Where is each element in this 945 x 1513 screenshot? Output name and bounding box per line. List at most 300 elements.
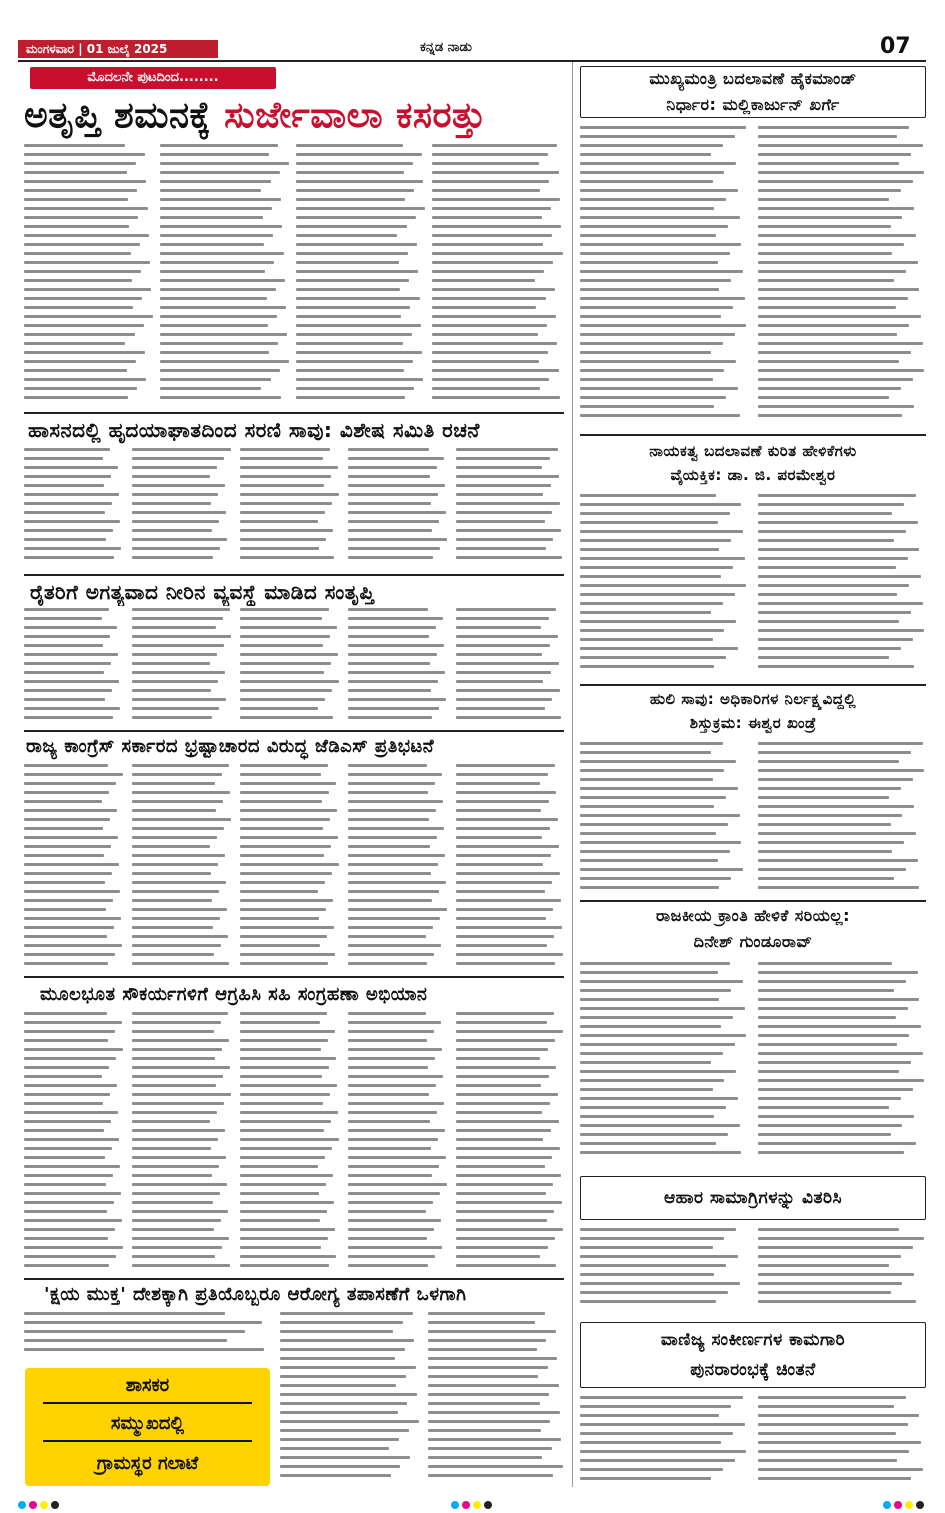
- body-text-line: [758, 1228, 899, 1231]
- body-text-line: [580, 769, 724, 772]
- masthead: [0, 0, 945, 60]
- body-text-line: [456, 547, 546, 550]
- body-text-line: [348, 818, 429, 821]
- cyan-dot: [883, 1501, 891, 1509]
- magenta-dot: [29, 1501, 37, 1509]
- body-text-line: [456, 484, 551, 487]
- body-text-line: [132, 1129, 225, 1132]
- body-text-line: [456, 716, 561, 719]
- body-text-line: [580, 1142, 716, 1145]
- body-text-line: [580, 1441, 721, 1444]
- farmers-body-col3: [240, 608, 340, 726]
- farmers-headline[interactable]: ರೈತರಿಗೆ ಅಗತ್ಯವಾದ ನೀರಿನ ವ್ಯವಸ್ಥೆ ಮಾಡಿದ ಸಂತೃಪ್ತಿ: [30, 580, 375, 604]
- body-text-line: [456, 608, 556, 611]
- body-text-line: [24, 926, 114, 929]
- body-text-line: [758, 638, 913, 641]
- body-text-line: [24, 225, 129, 228]
- body-text-line: [132, 926, 213, 929]
- body-text-line: [240, 671, 324, 674]
- body-text-line: [132, 1255, 215, 1258]
- body-text-line: [296, 189, 414, 192]
- body-text-line: [348, 926, 433, 929]
- body-text-line: [240, 680, 339, 683]
- signature-body-col2: [132, 1012, 232, 1274]
- body-text-line: [296, 387, 414, 390]
- body-text-line: [456, 953, 563, 956]
- body-text-line: [428, 1411, 560, 1414]
- body-text-line: [348, 1192, 440, 1195]
- body-text-line: [580, 198, 726, 201]
- body-text-line: [132, 1183, 227, 1186]
- body-text-line: [160, 306, 286, 309]
- body-text-line: [456, 1021, 547, 1024]
- body-text-line: [348, 1129, 445, 1132]
- body-text-line: [24, 863, 119, 866]
- body-text-line: [758, 584, 909, 587]
- body-text-line: [758, 261, 918, 264]
- cm-headline-line1[interactable]: ಮುಖ್ಯಮಂತ್ರಿ ಬದಲಾವಣೆ ಹೈಕಮಾಂಡ್: [649, 69, 857, 88]
- body-text-line: [296, 351, 422, 354]
- body-text-line: [348, 845, 430, 848]
- body-text-line: [758, 216, 902, 219]
- body-text-line: [758, 868, 906, 871]
- body-text-line: [348, 1030, 434, 1033]
- body-text-line: [580, 760, 736, 763]
- body-text-line: [280, 1429, 409, 1432]
- body-text-line: [456, 1264, 556, 1267]
- body-text-line: [456, 908, 553, 911]
- dinesh-headline-line2[interactable]: ದಿನೇಶ್ ಗುಂಡೂರಾವ್: [693, 932, 813, 951]
- body-text-line: [348, 1066, 428, 1069]
- body-text-line: [432, 189, 540, 192]
- body-text-line: [348, 698, 446, 701]
- body-text-line: [758, 1423, 908, 1426]
- body-text-line: [240, 511, 325, 514]
- body-text-line: [456, 1174, 561, 1177]
- parameshwar-headline-line1[interactable]: ನಾಯಕತ್ವ ಬದಲಾವಣೆ ಕುರಿತ ಹೇಳಿಕೆಗಳು: [649, 442, 857, 460]
- body-text-line: [758, 180, 913, 183]
- body-text-line: [580, 796, 726, 799]
- body-text-line: [432, 243, 543, 246]
- body-text-line: [456, 1012, 554, 1015]
- body-text-line: [24, 1039, 108, 1042]
- body-text-line: [758, 1414, 919, 1417]
- complex-headline-line1[interactable]: ವಾಣಿಜ್ಯ ಸಂಕೀರ್ಣಗಳ ಕಾಮಗಾರಿ: [660, 1330, 846, 1350]
- body-text-line: [758, 1432, 896, 1435]
- body-text-line: [758, 859, 918, 862]
- body-text-line: [24, 162, 136, 165]
- tiger-headline-line1[interactable]: ಹುಲಿ ಸಾವು: ಅಧಿಕಾರಿಗಳ ನಿರ್ಲಕ್ಷ್ಯವಿದ್ದಲ್ಲಿ: [649, 690, 857, 708]
- body-text-line: [348, 466, 437, 469]
- tb-headline[interactable]: 'ಕ್ಷಯ ಮುಕ್ತ' ದೇಶಕ್ಕಾಗಿ ಪ್ರತಿಯೊಬ್ಬರೂ ಆರೋಗ್ಯ ತಪಾಸಣೆಗೆ ಒಳಗಾಗಿ: [44, 1284, 467, 1305]
- body-text-line: [758, 751, 911, 754]
- body-text-line: [348, 1039, 427, 1042]
- body-text-line: [758, 360, 899, 363]
- body-text-line: [296, 315, 401, 318]
- body-text-line: [348, 1237, 427, 1240]
- body-text-line: [758, 1264, 889, 1267]
- body-text-line: [24, 1219, 122, 1222]
- body-text-line: [24, 387, 137, 390]
- body-text-line: [240, 1228, 335, 1231]
- body-text-line: [296, 252, 408, 255]
- body-text-line: [580, 333, 735, 336]
- body-text-line: [240, 475, 331, 478]
- boxout-line3: ಗ್ರಾಮಸ್ಥರ ಗಲಾಟೆ: [96, 1453, 199, 1474]
- body-text-line: [432, 270, 544, 273]
- body-text-line: [24, 1075, 102, 1078]
- body-text-line: [580, 216, 740, 219]
- body-text-line: [296, 396, 405, 399]
- body-text-line: [348, 538, 447, 541]
- cm-body-col2: [758, 126, 926, 430]
- body-text-line: [348, 502, 431, 505]
- body-text-line: [758, 778, 913, 781]
- body-text-line: [580, 1151, 741, 1154]
- body-text-line: [160, 216, 263, 219]
- hassan-headline[interactable]: ಹಾಸನದಲ್ಲಿ ಹೃದಯಾಘಾತದಿಂದ ಸರಣಿ ಸಾವು: ವಿಶೇಷ ಸಮಿತಿ ರಚನೆ: [28, 418, 480, 442]
- body-text-line: [132, 764, 229, 767]
- body-text-line: [580, 1061, 711, 1064]
- body-text-line: [348, 827, 444, 830]
- body-text-line: [132, 484, 225, 487]
- body-text-line: [580, 1228, 736, 1231]
- body-text-line: [432, 342, 557, 345]
- body-text-line: [456, 791, 556, 794]
- body-text-line: [132, 908, 227, 911]
- body-text-line: [160, 324, 268, 327]
- body-text-line: [240, 1147, 332, 1150]
- body-text-line: [132, 827, 224, 830]
- body-text-line: [456, 1147, 560, 1150]
- body-text-line: [428, 1330, 556, 1333]
- body-text-line: [160, 333, 287, 336]
- yellow-dot: [473, 1501, 481, 1509]
- body-text-line: [24, 351, 145, 354]
- body-text-line: [240, 899, 333, 902]
- body-text-line: [348, 899, 432, 902]
- body-text-line: [24, 306, 133, 309]
- body-text-line: [432, 261, 553, 264]
- body-text-line: [24, 1057, 116, 1060]
- body-text-line: [24, 935, 107, 938]
- body-text-line: [580, 989, 731, 992]
- body-text-line: [348, 791, 428, 794]
- body-text-line: [132, 671, 225, 674]
- body-text-line: [456, 529, 561, 532]
- body-text-line: [132, 890, 219, 893]
- body-text-line: [24, 1138, 119, 1141]
- body-text-line: [24, 716, 113, 719]
- body-text-line: [456, 854, 551, 857]
- body-text-line: [240, 529, 333, 532]
- body-text-line: [240, 493, 339, 496]
- tiger-headline-line2[interactable]: ಶಿಸ್ತುಕ್ರಮ: ಈಶ್ವರ ಖಂಡ್ರೆ: [689, 714, 817, 732]
- body-text-line: [160, 396, 281, 399]
- body-text-line: [24, 538, 106, 541]
- body-text-line: [580, 297, 745, 300]
- body-text-line: [296, 198, 405, 201]
- body-text-line: [160, 288, 276, 291]
- body-text-line: [580, 814, 740, 817]
- lead-headline[interactable]: [24, 92, 486, 140]
- body-text-line: [160, 153, 269, 156]
- body-text-line: [456, 1120, 559, 1123]
- body-text-line: [580, 859, 718, 862]
- body-text-line: [758, 1450, 909, 1453]
- rule: [24, 574, 564, 576]
- body-text-line: [132, 1210, 228, 1213]
- body-text-line: [428, 1312, 545, 1315]
- body-text-line: [456, 917, 546, 920]
- body-text-line: [240, 1156, 325, 1159]
- boxout-divider: [43, 1402, 252, 1404]
- body-text-line: [24, 662, 111, 665]
- body-text-line: [580, 557, 745, 560]
- body-text-line: [456, 845, 559, 848]
- body-text-line: [160, 180, 271, 183]
- body-text-line: [758, 841, 904, 844]
- body-text-line: [580, 270, 743, 273]
- body-text-line: [160, 342, 278, 345]
- body-text-line: [580, 396, 726, 399]
- body-text-line: [456, 689, 560, 692]
- body-text-line: [240, 1210, 327, 1213]
- body-text-line: [24, 1129, 104, 1132]
- body-text-line: [348, 493, 438, 496]
- body-text-line: [758, 1273, 914, 1276]
- body-text-line: [240, 800, 322, 803]
- body-text-line: [24, 1156, 105, 1159]
- lead-headline-part2: ಸುರ್ಜೇವಾಲಾ ಕಸರತ್ತು: [224, 95, 487, 136]
- body-text-line: [296, 234, 397, 237]
- body-text-line: [758, 769, 924, 772]
- body-text-line: [132, 1030, 214, 1033]
- body-text-line: [296, 261, 399, 264]
- body-text-line: [296, 180, 423, 183]
- body-text-line: [758, 503, 904, 506]
- registration-dots-left: [18, 1494, 62, 1504]
- body-text-line: [280, 1474, 391, 1477]
- body-text-line: [432, 333, 538, 336]
- jds-body-col1: [24, 764, 124, 972]
- body-text-line: [428, 1348, 537, 1351]
- body-text-line: [24, 845, 111, 848]
- body-text-line: [132, 1039, 229, 1042]
- body-text-line: [280, 1447, 389, 1450]
- body-text-line: [428, 1402, 540, 1405]
- body-text-line: [24, 944, 122, 947]
- body-text-line: [160, 378, 271, 381]
- jds-body-col4: [348, 764, 448, 972]
- body-text-line: [456, 1093, 558, 1096]
- body-text-line: [758, 153, 911, 156]
- body-text-line: [456, 1102, 550, 1105]
- body-text-line: [240, 791, 329, 794]
- body-text-line: [580, 405, 714, 408]
- body-text-line: [240, 854, 324, 857]
- body-text-line: [758, 521, 918, 524]
- body-text-line: [240, 635, 330, 638]
- body-text-line: [280, 1384, 396, 1387]
- body-text-line: [432, 378, 549, 381]
- body-text-line: [160, 297, 267, 300]
- body-text-line: [24, 511, 105, 514]
- body-text-line: [580, 841, 741, 844]
- body-text-line: [240, 653, 338, 656]
- body-text-line: [348, 836, 437, 839]
- body-text-line: [758, 144, 923, 147]
- body-text-line: [160, 207, 272, 210]
- parameshwar-headline-line2[interactable]: ವೈಯಕ್ತಿಕ: ಡಾ. ಜಿ. ಪರಮೇಶ್ವರ: [670, 466, 836, 484]
- body-text-line: [758, 593, 897, 596]
- boxout-gram-sabha[interactable]: [25, 1368, 270, 1486]
- dinesh-headline-line1[interactable]: ರಾಜಕೀಯ ಕ್ರಾಂತಿ ಹೇಳಿಕೆ ಸರಿಯಲ್ಲ:: [655, 906, 851, 925]
- body-text-line: [24, 466, 118, 469]
- body-text-line: [432, 252, 563, 255]
- food-body-col1: [580, 1228, 748, 1316]
- body-text-line: [160, 315, 277, 318]
- body-text-line: [456, 448, 558, 451]
- signature-body-col4: [348, 1012, 448, 1274]
- body-text-line: [432, 171, 559, 174]
- cm-body-col1: [580, 126, 748, 430]
- body-text-line: [132, 791, 230, 794]
- body-text-line: [456, 1057, 540, 1060]
- body-text-line: [456, 680, 543, 683]
- body-text-line: [24, 493, 119, 496]
- body-text-line: [758, 342, 923, 345]
- body-text-line: [348, 1210, 426, 1213]
- body-text-line: [24, 782, 116, 785]
- lead-body-col3: [296, 144, 426, 408]
- body-text-line: [758, 405, 914, 408]
- body-text-line: [580, 1450, 746, 1453]
- body-text-line: [240, 1111, 338, 1114]
- hassan-body-col3: [240, 448, 340, 570]
- body-text-line: [24, 653, 118, 656]
- body-text-line: [580, 656, 726, 659]
- body-text-line: [24, 908, 106, 911]
- food-headline[interactable]: ಆಹಾರ ಸಾಮಾಗ್ರಿಗಳನ್ನು ವಿತರಿಸಿ: [663, 1188, 843, 1208]
- body-text-line: [296, 369, 404, 372]
- body-text-line: [456, 1183, 553, 1186]
- body-text-line: [580, 1115, 714, 1118]
- body-text-line: [758, 1052, 923, 1055]
- body-text-line: [24, 890, 120, 893]
- body-text-line: [758, 135, 897, 138]
- body-text-line: [240, 890, 318, 893]
- body-text-line: [240, 608, 329, 611]
- body-text-line: [580, 638, 713, 641]
- body-text-line: [132, 520, 219, 523]
- body-text-line: [580, 787, 738, 790]
- body-text-line: [758, 369, 924, 372]
- body-text-line: [132, 1174, 212, 1177]
- body-text-line: [758, 270, 906, 273]
- body-text-line: [432, 153, 548, 156]
- body-text-line: [24, 764, 108, 767]
- rule: [24, 412, 564, 414]
- body-text-line: [580, 1432, 733, 1435]
- body-text-line: [456, 872, 560, 875]
- body-text-line: [428, 1474, 553, 1477]
- body-text-line: [132, 935, 228, 938]
- body-text-line: [456, 1084, 541, 1087]
- body-text-line: [456, 707, 545, 710]
- body-text-line: [348, 689, 431, 692]
- body-text-line: [758, 333, 897, 336]
- body-text-line: [758, 288, 919, 291]
- body-text-line: [24, 324, 144, 327]
- body-text-line: [132, 782, 215, 785]
- top-rule: [18, 60, 926, 62]
- body-text-line: [24, 297, 142, 300]
- body-text-line: [432, 234, 552, 237]
- body-text-line: [24, 1246, 123, 1249]
- body-text-line: [456, 511, 552, 514]
- body-text-line: [132, 689, 211, 692]
- body-text-line: [280, 1411, 398, 1414]
- body-text-line: [758, 1061, 911, 1064]
- body-text-line: [348, 635, 429, 638]
- body-text-line: [348, 1102, 444, 1105]
- body-text-line: [24, 529, 113, 532]
- body-text-line: [24, 773, 123, 776]
- body-text-line: [432, 297, 546, 300]
- body-text-line: [580, 1237, 724, 1240]
- body-text-line: [348, 1174, 432, 1177]
- body-text-line: [240, 1183, 326, 1186]
- body-text-line: [580, 234, 716, 237]
- body-text-line: [758, 1291, 891, 1294]
- body-text-line: [240, 466, 338, 469]
- complex-headline-line2[interactable]: ಪುನರಾರಂಭಕ್ಕೆ ಚಿಂತನೆ: [690, 1360, 816, 1380]
- body-text-line: [280, 1330, 393, 1333]
- body-text-line: [24, 1339, 227, 1342]
- body-text-line: [428, 1447, 552, 1450]
- body-text-line: [240, 1219, 320, 1222]
- body-text-line: [758, 814, 902, 817]
- body-text-line: [580, 742, 723, 745]
- body-text-line: [758, 611, 911, 614]
- jds-headline[interactable]: ರಾಜ್ಯ ಕಾಂಗ್ರೆಸ್ ಸರ್ಕಾರದ ಭ್ರಷ್ಟಾಚಾರದ ವಿರುದ್ಧ ಜೆಡಿಎಸ್ ಪ್ರತಿಭಟನೆ: [26, 736, 435, 757]
- cm-headline-line2[interactable]: ನಿರ್ಧಾರ: ಮಲ್ಲಿಕಾರ್ಜುನ್ ಖರ್ಗೆ: [666, 95, 840, 114]
- black-dot: [484, 1501, 492, 1509]
- rule: [580, 900, 926, 902]
- body-text-line: [296, 216, 416, 219]
- body-text-line: [758, 1441, 921, 1444]
- body-text-line: [132, 899, 212, 902]
- body-text-line: [580, 494, 716, 497]
- body-text-line: [758, 962, 892, 965]
- body-text-line: [758, 1459, 897, 1462]
- body-text-line: [132, 1048, 222, 1051]
- body-text-line: [580, 360, 736, 363]
- signature-campaign-headline[interactable]: ಮೂಲಭೂತ ಸೌಕರ್ಯಗಳಿಗೆ ಆಗ್ರಹಿಸಿ ಸಹಿ ಸಂಗ್ರಹಣಾ ಅಭಿಯಾನ: [40, 984, 428, 1005]
- body-text-line: [132, 1057, 215, 1060]
- body-text-line: [456, 1219, 547, 1222]
- body-text-line: [296, 171, 404, 174]
- body-text-line: [758, 414, 902, 417]
- body-text-line: [432, 207, 551, 210]
- body-text-line: [240, 953, 335, 956]
- body-text-line: [132, 1138, 218, 1141]
- body-text-line: [24, 1237, 108, 1240]
- body-text-line: [758, 832, 916, 835]
- body-text-line: [580, 602, 723, 605]
- body-text-line: [132, 475, 210, 478]
